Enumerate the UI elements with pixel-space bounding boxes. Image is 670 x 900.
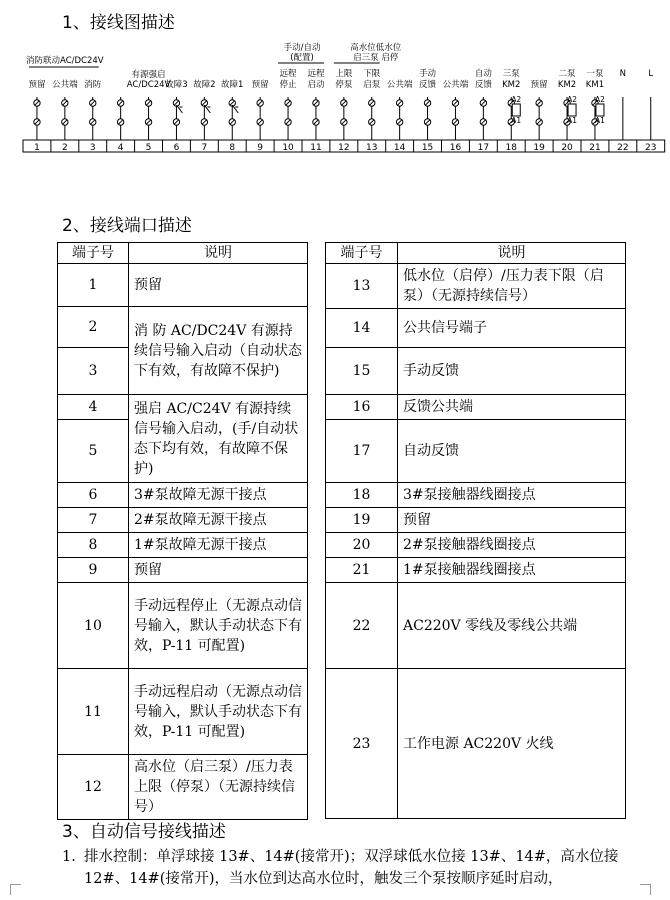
terminal-label-lower: 停泵 xyxy=(335,80,353,90)
terminal-label-lower: 反馈 xyxy=(474,80,492,90)
terminal-number: 6 xyxy=(58,483,129,508)
terminal-description: 预留 xyxy=(129,558,308,583)
coil-terminal-label: A2 xyxy=(594,95,605,104)
terminal-number: 14 xyxy=(326,309,398,348)
terminal-description-part: 信号输入启动，(手/自动状态下均有效，有故障不保护) xyxy=(134,420,299,477)
terminal-label-upper: N xyxy=(619,69,627,79)
terminal-label-lower: 公共端 xyxy=(442,80,469,90)
terminal-label-lower: 故障3 xyxy=(165,80,188,90)
terminal-description: 低水位（启停）/压力表下限（启泵）（无源持续信号） xyxy=(398,264,626,309)
section2-title: 2、接线端口描述 xyxy=(62,216,192,236)
terminal-table-left xyxy=(57,242,308,820)
list-number: 1. xyxy=(62,849,76,865)
terminal-number: 12 xyxy=(338,143,350,153)
terminal-number: 22 xyxy=(617,143,629,153)
table-row xyxy=(58,264,308,307)
table-row xyxy=(326,508,626,533)
manual-auto-label: (配置) xyxy=(290,53,314,63)
terminal-number: 10 xyxy=(58,583,129,669)
manual-auto-label: 手动/自动 xyxy=(283,43,321,53)
high-low-label: 高水位低水位 xyxy=(350,43,402,53)
terminal-number: 13 xyxy=(326,264,398,309)
terminal-description: 2#泵接触器线圈接点 xyxy=(398,533,626,558)
corner-mark xyxy=(10,884,21,895)
terminal-description: 工作电源 AC220V 火线 xyxy=(398,669,626,819)
table-row xyxy=(326,348,626,395)
terminal-number: 3 xyxy=(89,143,96,153)
coil-terminal-label: A2 xyxy=(567,95,578,104)
terminal-number: 13 xyxy=(366,143,378,153)
table-row xyxy=(58,583,308,669)
terminal-label-lower: KM2 xyxy=(502,80,521,90)
table-row xyxy=(326,533,626,558)
fault-contact xyxy=(176,105,182,113)
terminal-number: 4 xyxy=(117,143,124,153)
terminal-number: 5 xyxy=(58,420,129,483)
terminal-label-upper: L xyxy=(648,69,654,79)
coil-terminal-label: A1 xyxy=(567,116,578,125)
table-row xyxy=(326,309,626,348)
terminal-number: 7 xyxy=(201,143,208,153)
terminal-description: 高水位（启三泵）/压力表上限（停泵）（无源持续信号） xyxy=(129,755,308,820)
terminal-description: 手动远程停止（无源点动信号输入，默认手动状态下有效，P-11 可配置) xyxy=(129,583,308,669)
table-row xyxy=(58,755,308,820)
terminal-number: 3 xyxy=(58,348,129,395)
terminal-description-part: 状态下有效，有故障不保护) xyxy=(134,342,302,379)
header-terminal: 端子号 xyxy=(326,243,398,264)
high-low-label: 启三泵 启停 xyxy=(353,53,399,63)
terminal-description-part: 消 防 AC/DC24V 有源持续信号输入启动（自动 xyxy=(134,322,293,359)
terminal-number: 15 xyxy=(421,143,434,153)
terminal-label-upper: 自动 xyxy=(474,69,492,79)
coil-terminal-label: A2 xyxy=(511,95,522,104)
terminal-description: 自动反馈 xyxy=(398,420,626,483)
terminal-description xyxy=(129,395,308,483)
terminal-label-upper: 远程 xyxy=(279,69,297,79)
terminal-label-lower: 预留 xyxy=(251,80,269,90)
terminal-number: 2 xyxy=(61,143,68,153)
terminal-label-upper: 手动 xyxy=(419,69,437,79)
terminal-label-lower: 故障1 xyxy=(221,80,244,90)
terminal-number: 16 xyxy=(326,395,398,420)
terminal-number: 19 xyxy=(326,508,398,533)
terminal-number: 8 xyxy=(229,143,236,153)
terminal-description: 手动远程启动（无源点动信号输入，默认手动状态下有效，P-11 可配置) xyxy=(129,669,308,755)
terminal-number: 20 xyxy=(326,533,398,558)
terminal-description: 1#泵故障无源干接点 xyxy=(129,533,308,558)
terminal-description: 反馈公共端 xyxy=(398,395,626,420)
terminal-description: 手动反馈 xyxy=(398,348,626,395)
table-row xyxy=(58,669,308,755)
header-description: 说明 xyxy=(398,243,626,264)
terminal-label-upper: 远程 xyxy=(307,69,325,79)
terminal-number: 5 xyxy=(145,143,152,153)
table-row xyxy=(58,307,308,348)
terminal-number: 16 xyxy=(449,143,462,153)
terminal-label-lower: 停止 xyxy=(279,80,297,90)
terminal-description: AC220V 零线及零线公共端 xyxy=(398,583,626,669)
coil-terminal-label: A1 xyxy=(594,116,605,125)
fault-contact xyxy=(232,105,238,113)
terminal-label-lower: 故障2 xyxy=(193,80,216,90)
header-terminal: 端子号 xyxy=(58,243,129,264)
terminal-number: 17 xyxy=(477,143,490,153)
terminal-number: 19 xyxy=(533,143,545,153)
terminal-number: 22 xyxy=(326,583,398,669)
table-row xyxy=(58,395,308,420)
terminal-description-part: 强启 AC/C24V 有源持续 xyxy=(134,400,292,417)
terminal-description: 预留 xyxy=(129,264,308,307)
terminal-label-upper: 下限 xyxy=(363,69,381,79)
header-description: 说明 xyxy=(129,243,308,264)
table-row xyxy=(326,264,626,309)
fault-contact xyxy=(204,105,210,113)
terminal-label-lower: 启动 xyxy=(307,80,325,90)
terminal-number: 21 xyxy=(326,558,398,583)
terminal-number: 8 xyxy=(58,533,129,558)
terminal-number: 14 xyxy=(393,143,406,153)
terminal-number: 21 xyxy=(589,143,601,153)
terminal-number: 20 xyxy=(561,143,573,153)
active-force-label: AC/DC24V xyxy=(126,80,171,90)
table-row xyxy=(58,483,308,508)
table-row xyxy=(58,558,308,583)
table-row xyxy=(326,558,626,583)
terminal-label-lower: 公共端 xyxy=(386,80,413,90)
terminal-number: 23 xyxy=(326,669,398,819)
terminal-number: 1 xyxy=(34,143,40,153)
corner-mark xyxy=(640,884,651,895)
terminal-label-upper: 三泵 xyxy=(502,69,520,79)
list-item xyxy=(62,846,632,890)
table-row xyxy=(326,669,626,819)
table-row xyxy=(326,395,626,420)
terminal-number: 18 xyxy=(326,483,398,508)
terminal-number: 17 xyxy=(326,420,398,483)
section3-title: 3、自动信号接线描述 xyxy=(62,822,226,842)
contactor-coil xyxy=(568,104,576,116)
terminal-number: 1 xyxy=(58,264,129,307)
contactor-coil xyxy=(596,104,604,116)
terminal-description: 预留 xyxy=(398,508,626,533)
wiring-diagram xyxy=(0,35,670,160)
table-row xyxy=(58,508,308,533)
table-header-row xyxy=(58,243,308,264)
table-row xyxy=(326,583,626,669)
terminal-label-upper: 一泵 xyxy=(586,69,604,79)
terminal-number: 6 xyxy=(173,143,180,153)
contactor-coil xyxy=(512,104,520,116)
terminal-label-upper: 二泵 xyxy=(558,69,576,79)
terminal-number: 11 xyxy=(310,143,322,153)
terminal-number: 12 xyxy=(58,755,129,820)
terminal-description: 公共信号端子 xyxy=(398,309,626,348)
section1-title: 1、接线图描述 xyxy=(62,13,175,33)
terminal-description: 1#泵接触器线圈接点 xyxy=(398,558,626,583)
terminal-description: 3#泵接触器线圈接点 xyxy=(398,483,626,508)
fire-link-label: 消防联动AC/DC24V xyxy=(26,56,104,66)
terminal-label-lower: 公共端 xyxy=(52,80,78,90)
terminal-table-right xyxy=(325,242,626,819)
table-header-row xyxy=(326,243,626,264)
terminal-label-lower: KM1 xyxy=(585,80,605,90)
terminal-number: 4 xyxy=(58,395,129,420)
terminal-number: 9 xyxy=(58,558,129,583)
terminal-label-lower: 预留 xyxy=(28,80,46,90)
terminal-number: 10 xyxy=(282,143,294,153)
table-row xyxy=(326,483,626,508)
coil-terminal-label: A1 xyxy=(511,116,522,125)
terminal-description: 3#泵故障无源干接点 xyxy=(129,483,308,508)
terminal-number: 18 xyxy=(505,143,517,153)
table-row xyxy=(326,420,626,483)
table-row xyxy=(58,533,308,558)
terminal-description xyxy=(129,307,308,395)
terminal-label-lower: 启泵 xyxy=(363,80,381,90)
terminal-number: 11 xyxy=(58,669,129,755)
terminal-number: 23 xyxy=(645,143,657,153)
terminal-number: 9 xyxy=(257,143,264,153)
active-force-label: 有源强启 xyxy=(131,70,166,80)
terminal-number: 2 xyxy=(58,307,129,348)
list-text: 排水控制：单浮球接 13#、14#(接常开)；双浮球低水位接 13#、14#，高水位接 12#、14#(接常开)，当水位到达高水位时，触发三个泵按顺序延时启动， xyxy=(84,849,619,887)
terminal-label-lower: KM2 xyxy=(557,80,577,90)
terminal-label-upper: 上限 xyxy=(335,69,353,79)
terminal-label-lower: 反馈 xyxy=(419,80,437,90)
terminal-number: 7 xyxy=(58,508,129,533)
terminal-label-lower: 预留 xyxy=(530,80,548,90)
terminal-label-lower: 消防 xyxy=(84,80,102,90)
terminal-number: 15 xyxy=(326,348,398,395)
terminal-description: 2#泵故障无源干接点 xyxy=(129,508,308,533)
